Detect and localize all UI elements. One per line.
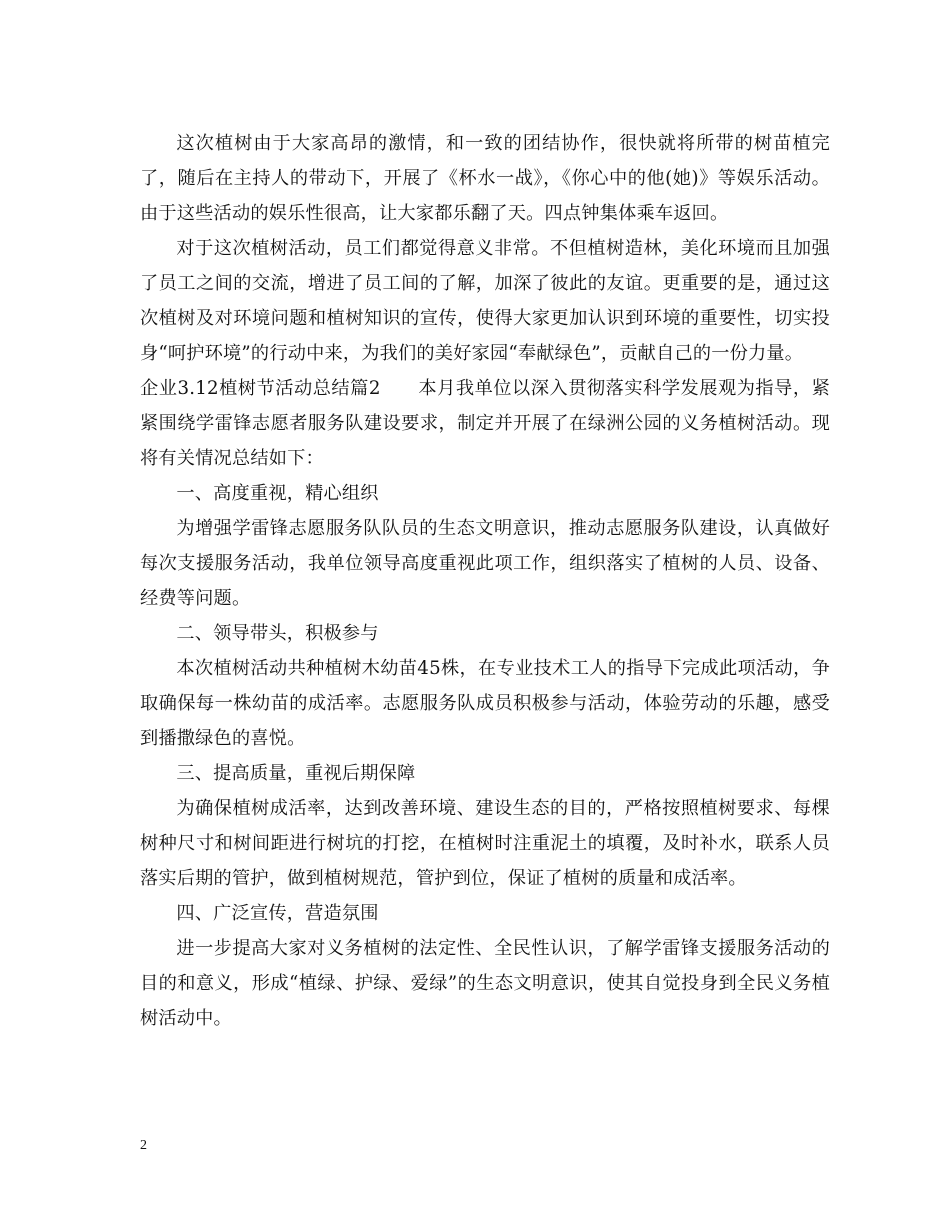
document-body bbox=[140, 126, 830, 1036]
heading-leadership: 二、领导带头，积极参与 bbox=[176, 623, 379, 644]
heading-organization: 一、高度重视，精心组织 bbox=[176, 483, 379, 504]
heading-quality: 三、提高质量，重视后期保障 bbox=[176, 763, 416, 784]
paragraph-organization: 为增强学雷锋志愿服务队队员的生态文明意识，推动志愿服务队建设，认真做好每次支援服务活动，我单位领导高度重视此项工作，组织落实了植树的人员、设备、经费等问题。 bbox=[140, 518, 830, 609]
paragraph-quality: 为确保植树成活率，达到改善环境、建设生态的目的，严格按照植树要求、每棵树种尺寸和树间距进行树坑的打挖，在植树时注重泥土的填覆，及时补水，联系人员落实后期的管护，做到植树规范，管护到位，保证了植树的质量和成活率。 bbox=[140, 798, 830, 889]
paragraph-publicity: 进一步提高大家对义务植树的法定性、全民性认识，了解学雷锋支援服务活动的目的和意义，形成“植绿、护绿、爱绿”的生态文明意识，使其自觉投身到全民义务植树活动中。 bbox=[140, 938, 830, 1029]
paragraph-leadership: 本次植树活动共种植树木幼苗45株，在专业技术工人的指导下完成此项活动，争取确保每一株幼苗的成活率。志愿服务队成员积极参与活动，体验劳动的乐趣，感受到播撒绿色的喜悦。 bbox=[140, 658, 830, 749]
paragraph-significance: 对于这次植树活动，员工们都觉得意义非常。不但植树造林，美化环境而且加强了员工之间的交流，增进了员工间的了解，加深了彼此的友谊。更重要的是，通过这次植树及对环境问题和植树知识的宣传，使得大家更加认识到环境的重要性，切实投身“呵护环境”的行动中来，为我们的美好家园“奉献绿色”，贡献自己的一份力量。 bbox=[140, 238, 830, 364]
page-number: 2 bbox=[140, 1138, 147, 1153]
paragraph-section-2-intro: 企业3.12植树节活动总结篇2 本月我单位以深入贯彻落实科学发展观为指导，紧紧围绕学雷锋志愿者服务队建设要求，制定并开展了在绿洲公园的义务植树活动。现将有关情况总结如下： bbox=[140, 378, 830, 469]
heading-publicity: 四、广泛宣传，营造氛围 bbox=[176, 903, 379, 924]
paragraph-planting-recap: 这次植树由于大家高昂的激情，和一致的团结协作，很快就将所带的树苗植完了，随后在主持人的带动下，开展了《杯水一战》，《你心中的他(她)》等娱乐活动。由于这些活动的娱乐性很高，让大家都乐翻了天。四点钟集体乘车返回。 bbox=[140, 133, 830, 224]
